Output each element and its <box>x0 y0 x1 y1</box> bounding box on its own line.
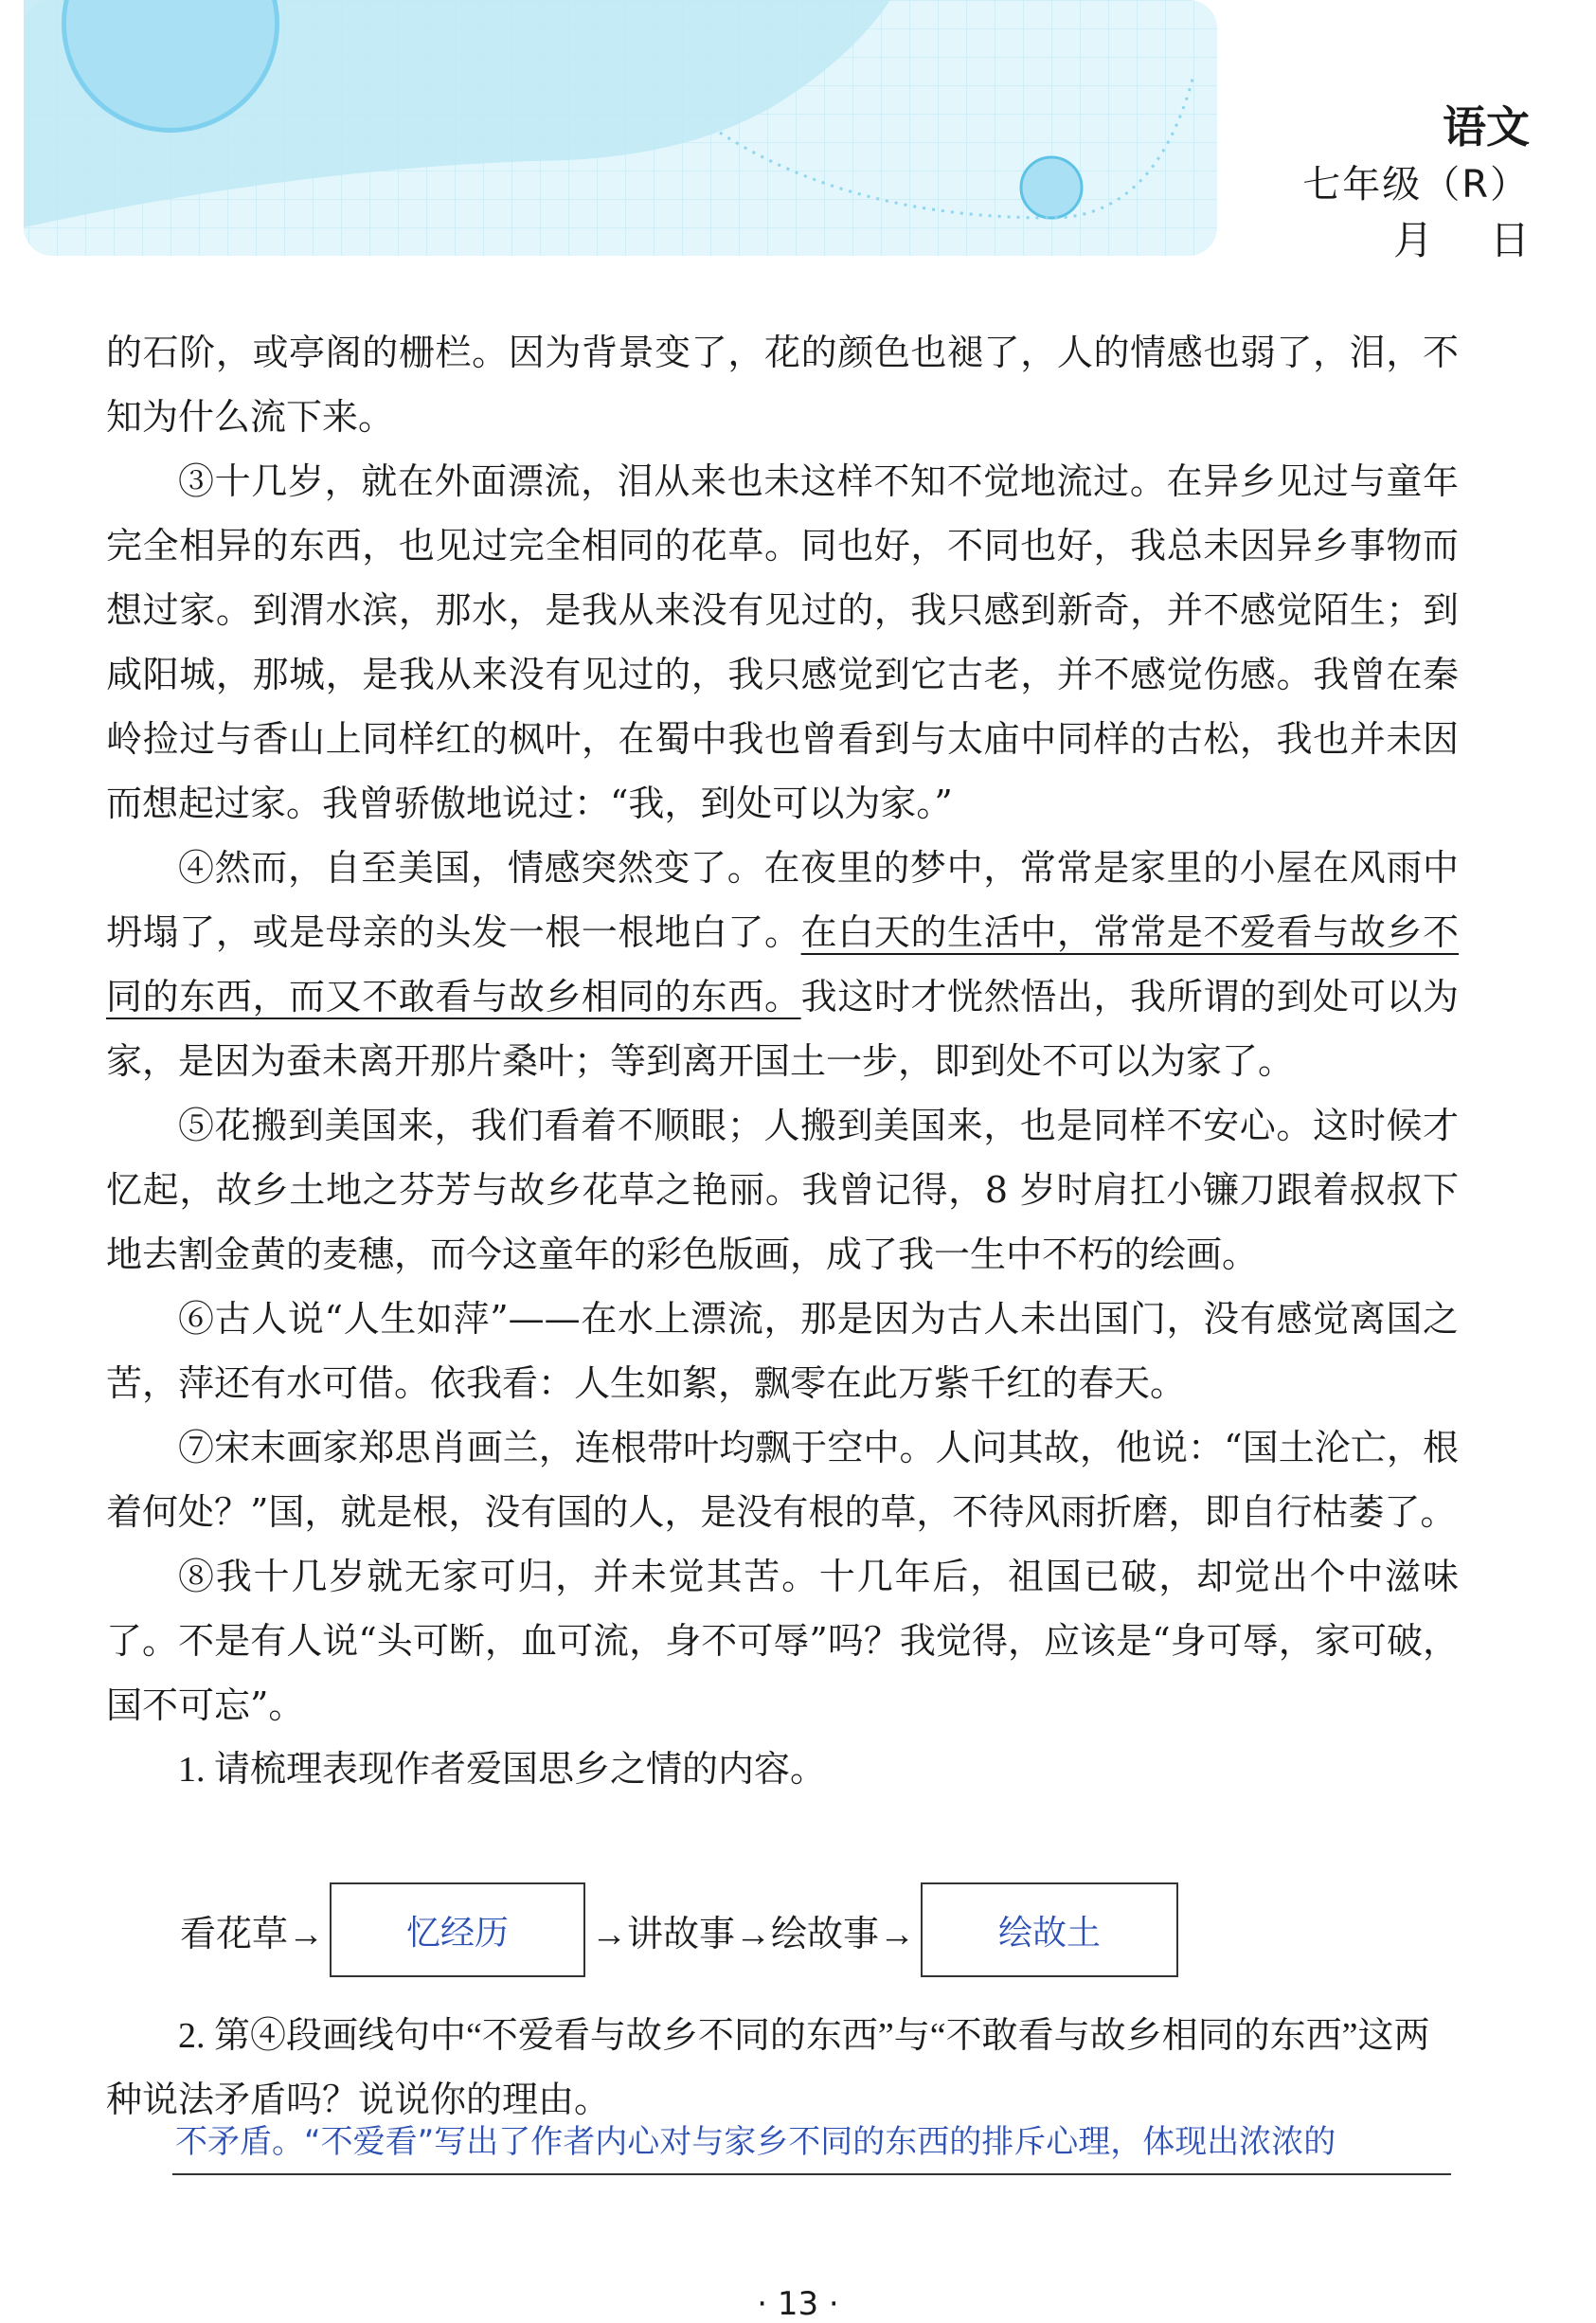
paragraph-5: ⑤花搬到美国来，我们看着不顺眼；人搬到美国来，也是同样不安心。这时候才忆起，故乡土地之芬芳与故乡花草之艳丽。我曾记得，8 岁时肩扛小镰刀跟着叔叔下地去割金黄的麦穗，而今这童年的彩色版画，成了我一生中不朽的绘画。 <box>106 1105 1459 1275</box>
flow-step-1: 看花草→ <box>180 1914 325 1954</box>
grade-label: 七年级（R） <box>1302 163 1530 207</box>
question-2-answer[interactable]: 不矛盾。“不爱看”写出了作者内心对与家乡不同的东西的排斥心理，体现出浓浓的 <box>175 2123 1336 2161</box>
underlined-sentence: 在白天的生活中，常常是不爱看与故乡不同的东西，而又不敢看与故乡相同的东西。 <box>106 911 1459 1017</box>
flow-step-2: →讲故事→绘故事→ <box>591 1914 916 1954</box>
page-number: · 13 · <box>757 2285 839 2323</box>
paragraph-6: ⑥古人说“人生如萍”——在水上漂流，那是因为古人未出国门，没有感觉离国之苦，萍还有水可借。依我看：人生如絮，飘零在此万紫千红的春天。 <box>106 1298 1459 1404</box>
paragraph-continued: 的石阶，或亭阁的栅栏。因为背景变了，花的颜色也褪了，人的情感也弱了，泪，不知为什么流下来。 <box>106 332 1459 438</box>
month-label: 月 <box>1392 217 1433 263</box>
paragraph-4 <box>106 836 1459 1093</box>
question-1: 1. 请梳理表现作者爱国思乡之情的内容。 <box>178 1750 827 1790</box>
answer-line <box>172 2173 1451 2175</box>
small-circle <box>1021 157 1082 218</box>
answer-box-2[interactable]: 绘故土 <box>921 1882 1178 1977</box>
question-2-text: 2. 第④段画线句中“不爱看与故乡不同的东西”与“不敢看与故乡相同的东西”这两种说法矛盾吗？说说你的理由。 <box>106 2016 1430 2120</box>
paragraph-4-intro: ④然而，自至美国，情感突然变了。在夜里的梦中，常常是家里的小屋在风雨中坍塌了，或是母亲的头发一根一根地白了。 <box>106 847 1459 953</box>
question-2 <box>106 2004 1459 2133</box>
paragraph-7: ⑦宋末画家郑思肖画兰，连根带叶均飘于空中。人问其故，他说：“国土沦亡，根着何处？”国，就是根，没有国的人，是没有根的草，不待风雨折磨，即自行枯萎了。 <box>106 1427 1459 1533</box>
subject-title: 语文 <box>1443 101 1530 153</box>
page-header <box>1302 97 1530 269</box>
date-field <box>1302 212 1530 269</box>
paragraph-8: ⑧我十几岁就无家可归，并未觉其苦。十几年后，祖国已破，却觉出个中滋味了。不是有人说“头可断，血可流，身不可辱”吗？我觉得，应该是“身可辱，家可破，国不可忘”。 <box>106 1556 1459 1726</box>
paragraph-3: ③十几岁，就在外面漂流，泪从来也未这样不知不觉地流过。在异乡见过与童年完全相异的东西，也见过完全相同的花草。同也好，不同也好，我总未因异乡事物而想过家。到渭水滨，那水，是我从来没有见过的，我只感到新奇，并不感觉陌生；到咸阳城，那城，是我从来没有见过的，我只感觉到它古老，并不感觉伤感。我曾在秦岭捡过与香山上同样红的枫叶，在蜀中我也曾看到与太庙中同样的古松，我也并未因而想起过家。我曾骄傲地说过：“我，到处可以为家。” <box>106 460 1459 824</box>
reading-passage <box>106 320 1459 1802</box>
answer-box-1[interactable]: 忆经历 <box>330 1882 585 1977</box>
day-label: 日 <box>1489 217 1530 263</box>
question-1-flowchart <box>180 1881 1178 1979</box>
paragraph-4-rest: 我这时才恍然悟出，我所谓的到处可以为家，是因为蚕未离开那片桑叶；等到离开国土一步，即到处不可以为家了。 <box>106 976 1459 1082</box>
